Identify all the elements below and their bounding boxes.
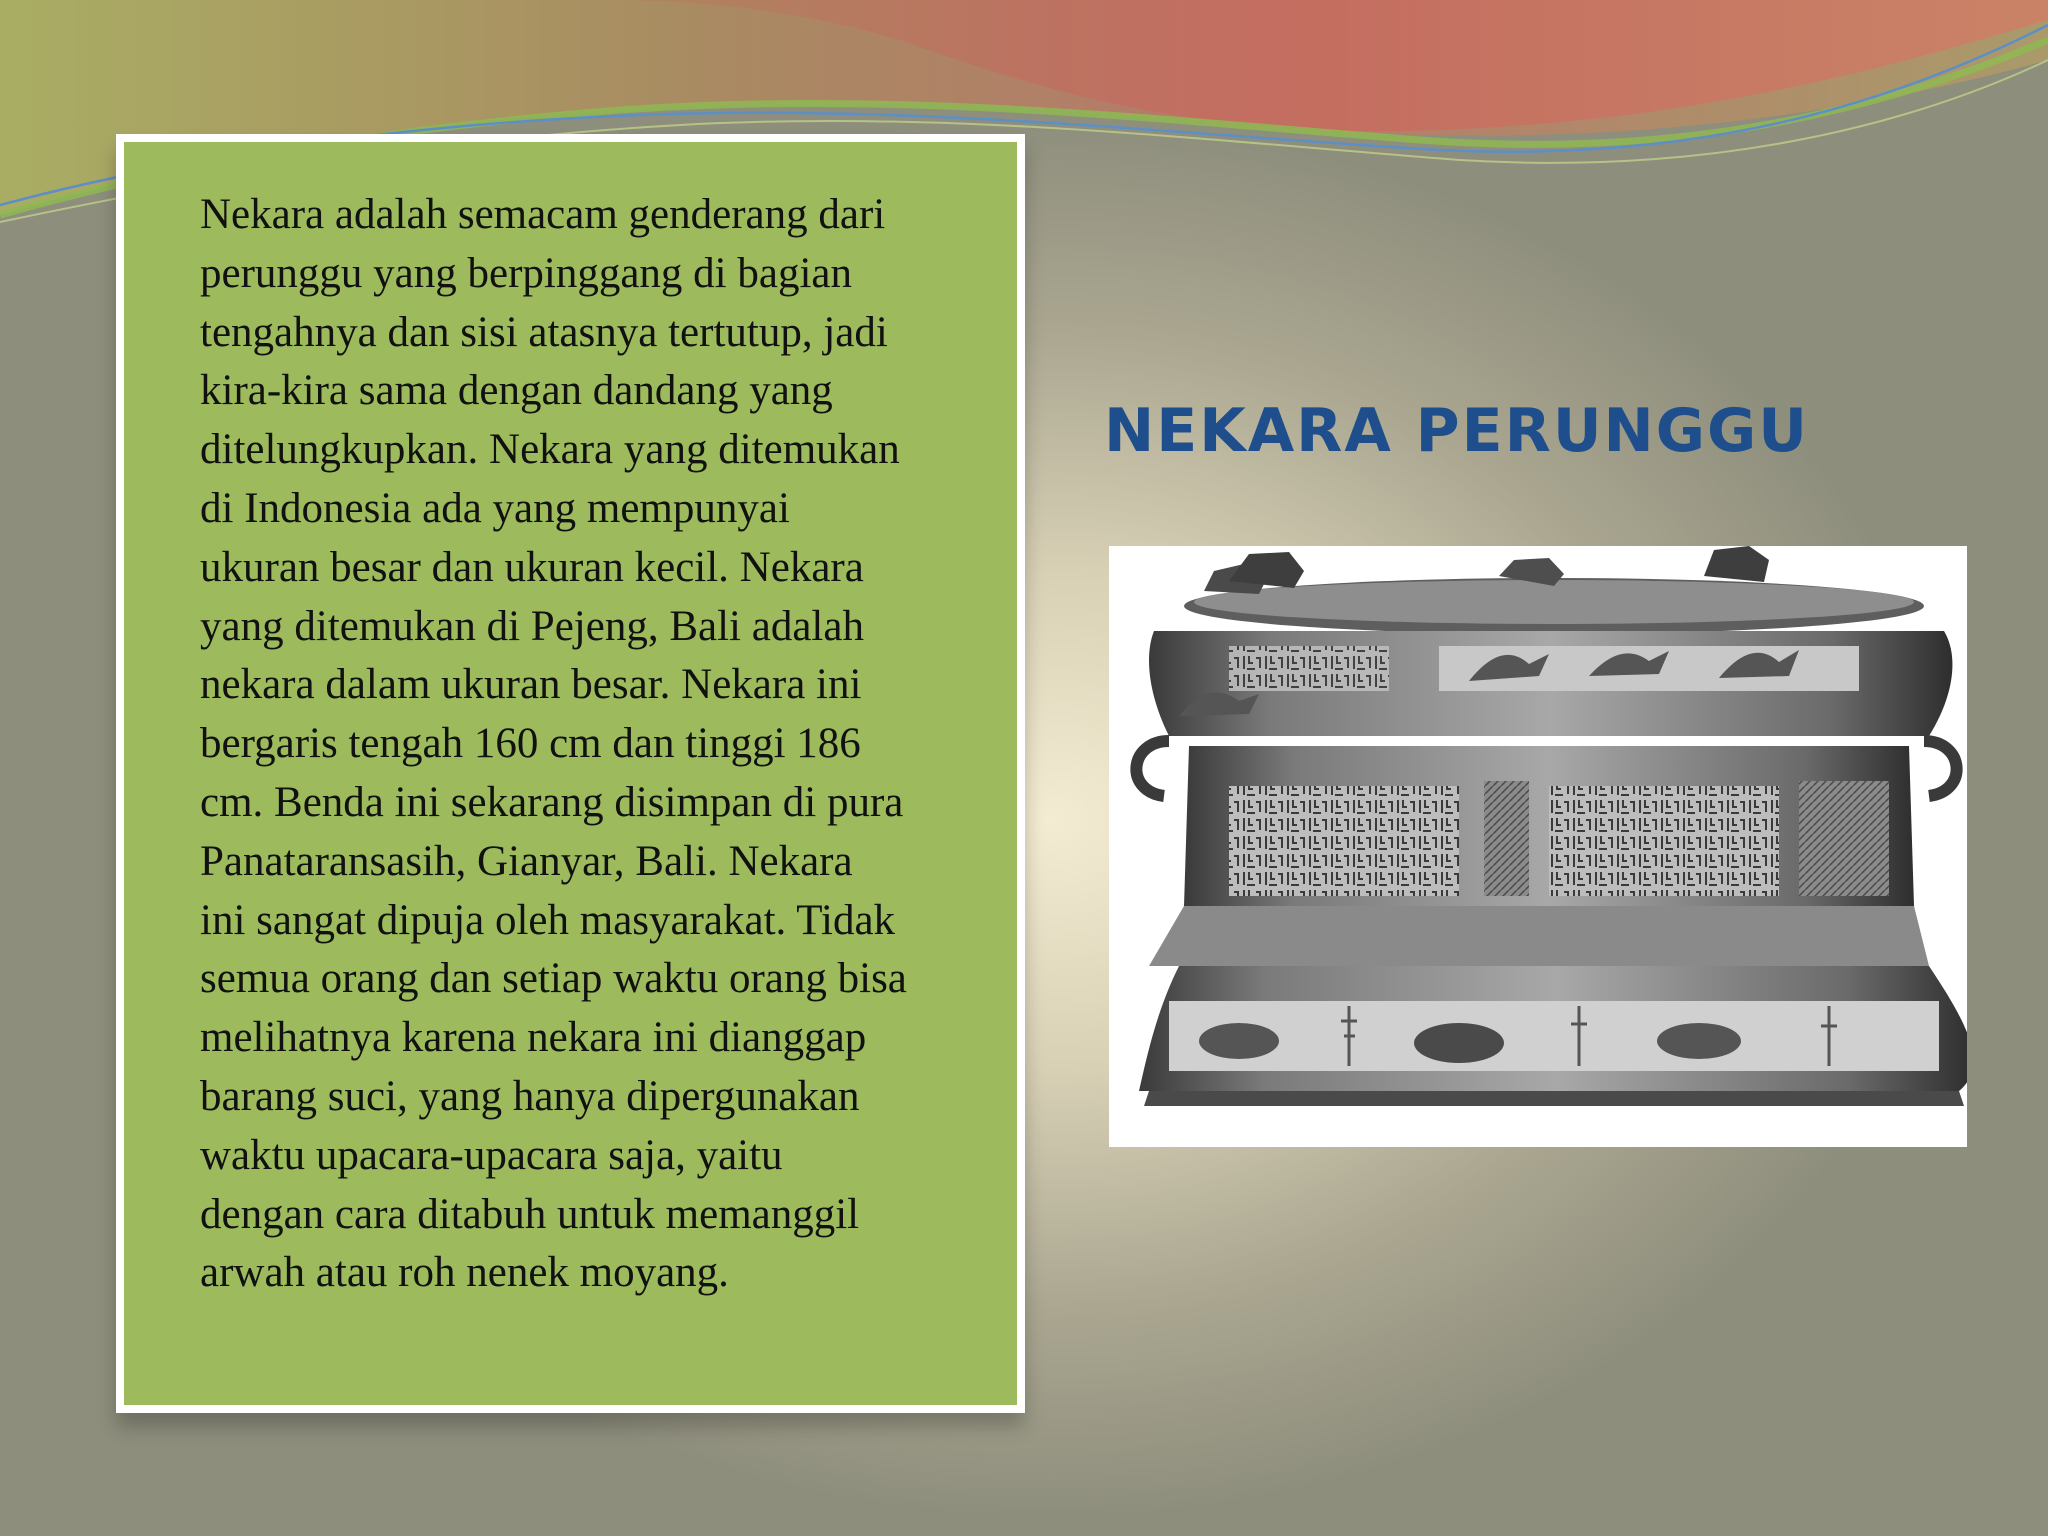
body-line: tengahnya dan sisi atasnya tertutup, jadi: [200, 308, 888, 356]
body-line: nekara dalam ukuran besar. Nekara ini: [200, 661, 862, 709]
body-line: kira-kira sama dengan dandang yang: [200, 367, 833, 415]
body-paragraph: [200, 186, 1030, 1303]
kettledrum-illustration: [1109, 546, 1967, 1147]
slide-title: NEKARA PERUNGGU: [1104, 396, 1809, 466]
body-line: perunggu yang berpinggang di bagian: [200, 249, 852, 297]
body-line: ditelungkupkan. Nekara yang ditemukan: [200, 426, 900, 474]
body-line: ini sangat dipuja oleh masyarakat. Tidak: [200, 896, 896, 944]
body-line: semua orang dan setiap waktu orang bisa: [200, 955, 907, 1003]
text-panel: [116, 134, 1025, 1413]
body-line: barang suci, yang hanya dipergunakan: [200, 1072, 860, 1120]
body-line: Panataransasih, Gianyar, Bali. Nekara: [200, 837, 853, 885]
body-line: bergaris tengah 160 cm dan tinggi 186: [200, 720, 861, 768]
body-line: waktu upacara-upacara saja, yaitu: [200, 1131, 783, 1179]
body-line: arwah atau roh nenek moyang.: [200, 1249, 729, 1297]
body-line: di Indonesia ada yang mempunyai: [200, 484, 790, 532]
body-line: Nekara adalah semacam genderang dari: [200, 191, 886, 238]
body-line: ukuran besar dan ukuran kecil. Nekara: [200, 543, 864, 591]
body-line: cm. Benda ini sekarang disimpan di pura: [200, 778, 904, 826]
kettledrum-image: [1109, 546, 1967, 1147]
body-line: dengan cara ditabuh untuk memanggil: [200, 1190, 860, 1238]
body-line: yang ditemukan di Pejeng, Bali adalah: [200, 602, 864, 650]
body-line: melihatnya karena nekara ini dianggap: [200, 1014, 867, 1062]
